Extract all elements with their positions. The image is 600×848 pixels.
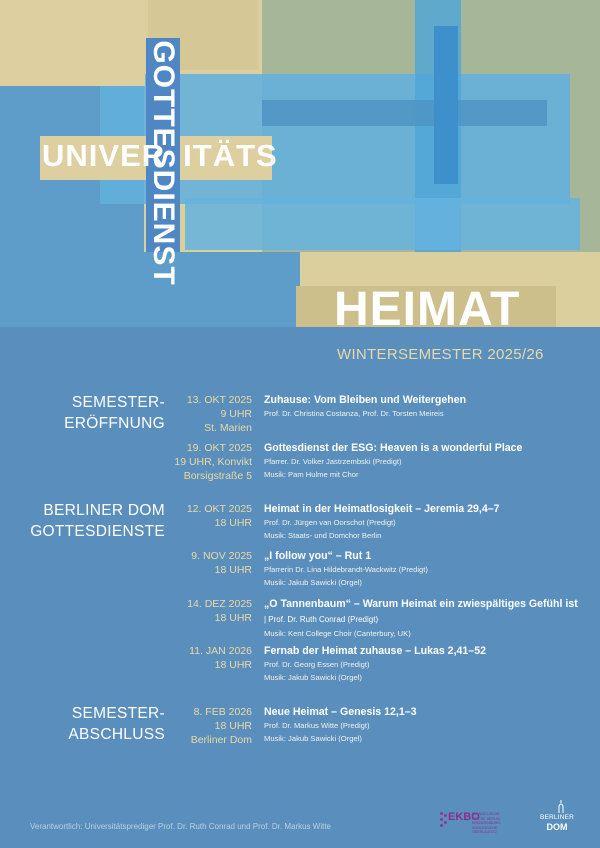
dom-logo-line2: DOM xyxy=(546,822,568,832)
title-right: ITÄTS xyxy=(183,138,278,173)
event-time-line: 18 UHR xyxy=(214,659,252,671)
berliner-dom-logo xyxy=(537,800,587,836)
event-title: Gottesdienst der ESG: Heaven is a wonderful Place xyxy=(264,442,523,454)
event-date xyxy=(187,393,252,435)
event-date-line: 19. OKT 2025 xyxy=(186,442,252,454)
event-title: „O Tannenbaum“ – Warum Heimat ein zwiespältiges Gefühl ist xyxy=(264,598,578,610)
beige-left-panel xyxy=(0,0,145,86)
cross-horizontal xyxy=(262,100,547,126)
event-entry xyxy=(264,393,582,420)
event-time-line: 18 UHR xyxy=(214,612,252,624)
responsible-note: Verantwortlich: Universitätsprediger Prof. Dr. Ruth Conrad und Prof. Dr. Markus Witte xyxy=(30,822,332,831)
event-title: Neue Heimat – Genesis 12,1–3 xyxy=(264,706,417,718)
section-label-line: GOTTESDIENSTE xyxy=(30,523,165,540)
event-time-line: 18 UHR xyxy=(214,720,252,732)
section-label-line: BERLINER DOM xyxy=(43,502,165,519)
event-date-line: 9. NOV 2025 xyxy=(191,550,252,562)
section-label-dom xyxy=(30,500,165,542)
event-detail: Musik: Staats- und Domchor Berlin xyxy=(264,531,382,540)
theme-heading: HEIMAT xyxy=(334,283,521,336)
cross-vertical xyxy=(434,26,458,184)
event-date-line: 12. OKT 2025 xyxy=(186,503,252,515)
title-left: UNIVER xyxy=(42,138,166,173)
ekbo-logo xyxy=(440,810,500,832)
event-time-line: 18 UHR xyxy=(214,564,252,576)
section-label-line: SEMESTER- xyxy=(71,705,165,722)
event-detail: Pfarrer. Dr. Volker Jastrzembski (Predigt) xyxy=(264,457,402,466)
event-detail: Prof. Dr. Jürgen van Oorschot (Predigt) xyxy=(264,518,396,527)
dom-logo-line1: BERLINER xyxy=(539,814,575,821)
ekbo-logo-subtext: EVANGELISCHE KIRCHE BERLIN-BRANDENBURG-SCHLESISCHE OBERLAUSITZ xyxy=(472,812,502,834)
ekbo-dots-icon xyxy=(440,812,448,828)
event-title: Heimat in der Heimatlosigkeit – Jeremia 29,4–7 xyxy=(264,503,500,515)
event-detail: Pfarrerin Dr. Lina Hildebrandt-Wackwitz (Predigt) xyxy=(264,565,428,574)
vertical-title-text: GOTTESDIENST xyxy=(147,40,180,286)
event-date xyxy=(187,502,252,530)
blue-stripe-lower xyxy=(185,198,580,250)
event-time-line: 18 UHR xyxy=(214,517,252,529)
event-entry xyxy=(264,549,582,589)
section-label-line: ABSCHLUSS xyxy=(68,726,165,743)
event-title: Fernab der Heimat zuhause – Lukas 2,41–52 xyxy=(264,645,486,657)
event-date-line: 14. DEZ 2025 xyxy=(187,598,252,610)
event-date-line: 11. JAN 2026 xyxy=(189,645,252,657)
event-entry xyxy=(264,597,582,640)
event-detail: Musik: Pam Hulme mit Chor xyxy=(264,470,359,479)
event-detail: Musik: Jakub Sawicki (Orgel) xyxy=(264,578,362,587)
event-time-line: 19 UHR, Konvikt xyxy=(174,456,252,468)
event-title-inline: | Prof. Dr. Ruth Conrad (Predigt) xyxy=(264,615,379,624)
event-time-line: 9 UHR xyxy=(220,408,252,420)
event-entry xyxy=(264,644,582,684)
event-place-line: Berliner Dom xyxy=(190,734,252,746)
section-label-closing xyxy=(68,703,165,745)
section-label-opening xyxy=(64,392,165,434)
event-detail: Prof. Dr. Georg Essen (Predigt) xyxy=(264,660,370,669)
event-date-line: 13. OKT 2025 xyxy=(186,394,252,406)
event-date-line: 8. FEB 2026 xyxy=(193,706,252,718)
event-title: Zuhause: Vom Bleiben und Weitergehen xyxy=(264,394,467,406)
event-entry xyxy=(264,502,582,542)
event-title-block xyxy=(264,597,582,627)
event-date xyxy=(191,549,252,577)
event-date xyxy=(174,441,252,483)
event-place-line: St. Marien xyxy=(204,422,252,434)
dom-cupola-icon xyxy=(537,800,577,814)
event-detail: Musik: Jakub Sawicki (Orgel) xyxy=(264,673,362,682)
hero-graphic xyxy=(0,0,600,327)
semester-label: WINTERSEMESTER 2025/26 xyxy=(337,346,544,363)
event-detail: Prof. Dr. Markus Witte (Predigt) xyxy=(264,721,370,730)
event-entry xyxy=(264,705,582,745)
event-detail: Musik: Jakub Sawicki (Orgel) xyxy=(264,734,362,743)
event-detail: Prof. Dr. Christina Costanza, Prof. Dr. Torsten Meireis xyxy=(264,409,444,418)
event-title: „I follow you“ – Rut 1 xyxy=(264,550,372,562)
event-entry xyxy=(264,441,582,481)
event-date xyxy=(187,597,252,625)
section-label-line: SEMESTER- xyxy=(71,394,165,411)
event-date xyxy=(191,705,252,747)
event-date xyxy=(189,644,252,672)
section-label-line: ERÖFFNUNG xyxy=(64,415,165,432)
title-universitaets xyxy=(42,138,278,174)
event-place-line: Borsigstraße 5 xyxy=(183,470,252,482)
event-detail: Musik: Kent College Choir (Canterbury, UK) xyxy=(264,629,411,638)
ekbo-logo-text: EKBO xyxy=(448,811,480,823)
